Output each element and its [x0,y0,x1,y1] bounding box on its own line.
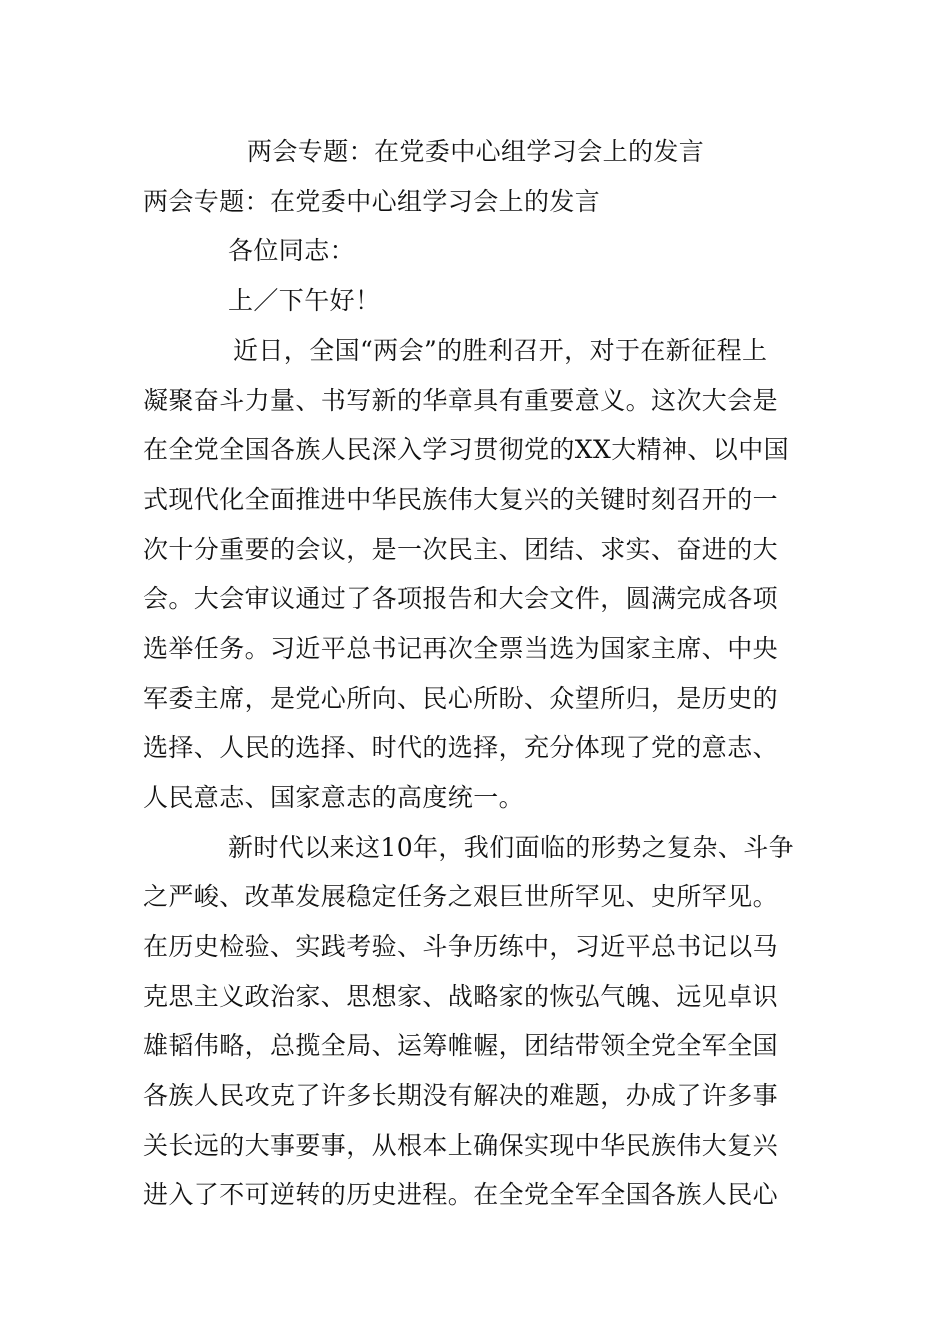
paragraph-line: 关长远的大事要事，从根本上确保实现中华民族伟大复兴 [143,1131,779,1160]
paragraph-line: 各族人民攻克了许多长期没有解决的难题，办成了许多事 [143,1081,779,1110]
document-title: 两会专题：在党委中心组学习会上的发言 [247,137,705,166]
paragraph-line: 之严峻、改革发展稳定任务之艰巨世所罕见、史所罕见。 [143,882,779,911]
paragraph-line: 克思主义政治家、思想家、战略家的恢弘气魄、远见卓识 [143,982,779,1011]
paragraph-line: 新时代以来这10年，我们面临的形势之复杂、斗争 [228,833,795,862]
paragraph-line: 次十分重要的会议，是一次民主、团结、求实、奋进的大 [143,535,779,564]
paragraph-line: 军委主席，是党心所向、民心所盼、众望所归，是历史的 [143,684,779,713]
paragraph-line: 凝聚奋斗力量、书写新的华章具有重要意义。这次大会是 [143,386,779,415]
paragraph-line: 雄韬伟略，总揽全局、运筹帷幄，团结带领全党全军全国 [143,1031,779,1060]
paragraph-line: 在历史检验、实践考验、斗争历练中，习近平总书记以马 [143,932,779,961]
paragraph-line: 在全党全国各族人民深入学习贯彻党的XX大精神、以中国 [143,435,789,464]
greeting: 上／下午好！ [228,286,381,315]
paragraph-line: 选择、人民的选择、时代的选择，充分体现了党的意志、 [143,733,779,762]
paragraph-line: 式现代化全面推进中华民族伟大复兴的关键时刻召开的一 [143,485,779,514]
paragraph-line: 进入了不可逆转的历史进程。在全党全军全国各族人民心 [143,1180,779,1209]
paragraph-line: 近日，全国“两会”的胜利召开，对于在新征程上 [233,336,768,365]
paragraph-line: 选举任务。习近平总书记再次全票当选为国家主席、中央 [143,634,779,663]
salutation: 各位同志： [228,236,356,265]
paragraph-line: 会。大会审议通过了各项报告和大会文件，圆满完成各项 [143,584,779,613]
document-subtitle: 两会专题：在党委中心组学习会上的发言 [143,187,601,216]
paragraph-line: 人民意志、国家意志的高度统一。 [143,783,525,812]
